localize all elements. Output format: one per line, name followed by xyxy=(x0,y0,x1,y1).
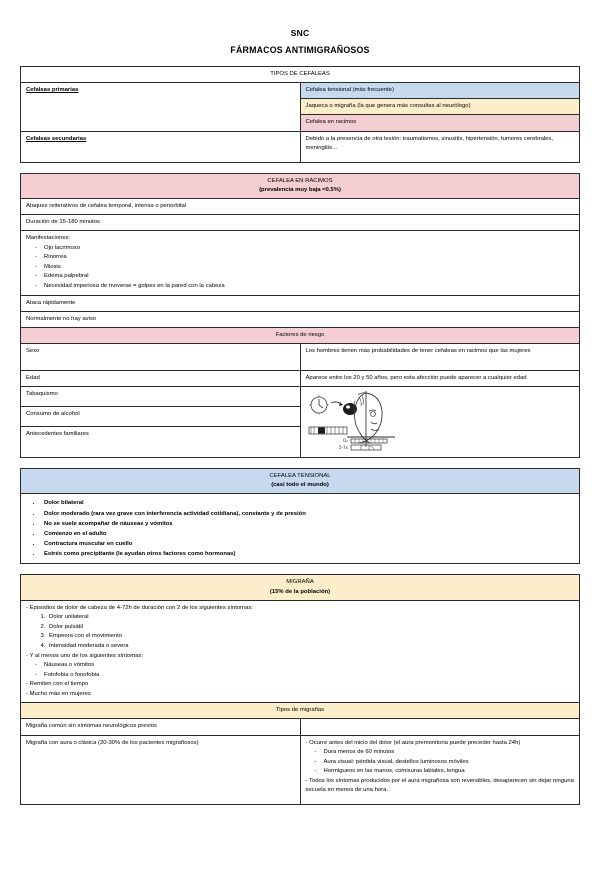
tipos-header: TIPOS DE CEFALEAS xyxy=(21,67,580,83)
table-migrana xyxy=(20,574,580,804)
table-row xyxy=(21,67,580,83)
cluster-row-duracion: Duración de 15-180 minutos xyxy=(21,214,580,230)
migraine-header-subtitle: (15% de la población) xyxy=(269,588,331,595)
cluster-headache-diagram-icon xyxy=(303,389,407,451)
table-row xyxy=(21,311,580,327)
table-row xyxy=(21,295,580,311)
secondary-headaches-label: Cefaleas secundarias xyxy=(21,131,301,162)
tension-header xyxy=(21,469,580,494)
table-row xyxy=(21,231,580,295)
tension-bullet-list xyxy=(26,498,574,559)
table-row xyxy=(21,83,580,99)
migraine-dashed-list xyxy=(26,661,574,680)
list-item: • Contractura muscular en cuello xyxy=(42,539,574,549)
cluster-header-subtitle: (prevalencia muy baja ≈0.5%) xyxy=(259,186,341,193)
migraine-numbered-list xyxy=(26,613,574,651)
manifestations-label: Manifestaciones: xyxy=(26,235,71,242)
list-item: - Miosis xyxy=(44,263,574,273)
risk-detail-sexo: Los hombres tienen más probabilidades de tener cefaleas en racimos que las mujeres xyxy=(300,343,580,370)
primary-item-migrana: Jaqueca o migraña (la que genera más consultas al neurólogo) xyxy=(300,99,580,115)
list-item: • Comienzo en el adulto xyxy=(42,529,574,539)
list-item: - Edema palpebral xyxy=(44,272,574,282)
migraine-tail-1: - Remiten con el tiempo xyxy=(26,680,574,690)
cluster-row-ataca: Ataca rápidamente xyxy=(21,295,580,311)
document-title-snc: SNC xyxy=(290,28,310,38)
table-row xyxy=(21,387,580,407)
tension-header-subtitle: (casi todo el mundo) xyxy=(271,482,329,489)
list-item: • Dolor moderado (rara vez grave con interferencia actividad cotidiana), constante y de presión xyxy=(42,509,574,519)
migraine-type-comun: Migraña común sin síntomas neurológicos previos xyxy=(21,719,301,735)
table-cefalea-tensional xyxy=(20,468,580,564)
tension-bullets-cell xyxy=(21,494,580,564)
table-row xyxy=(21,131,580,162)
document-title-main: FÁRMACOS ANTIMIGRAÑOSOS xyxy=(230,45,370,55)
primary-headaches-label: Cefaleas primarias xyxy=(21,83,301,131)
migraine-lead-1: - Episodios de dolor de cabeza de 4-72h de duración con 2 de los siguientes síntomas: xyxy=(26,604,574,614)
document-page xyxy=(0,28,600,876)
migraine-type-aura: Migraña con aura o clásica (20-30% de los pacientes migrañosos) xyxy=(21,735,301,804)
cluster-manifestations-cell xyxy=(21,231,580,295)
secondary-headaches-detail: Debido a la presencia de otra lesión: traumatismos, sinusitis, hipertensión, tumores cerebrales, meningitis… xyxy=(300,131,580,162)
table-row xyxy=(21,214,580,230)
svg-text:5-7x: 5-7x xyxy=(338,445,348,451)
list-item: - Fotofobia o fonofobia xyxy=(44,671,574,681)
table-row xyxy=(21,370,580,386)
cluster-row-ataques: Ataques reiterativos de cefalea temporal, intensa o periorbital xyxy=(21,198,580,214)
migraine-criteria-cell xyxy=(21,600,580,703)
list-item: • Estrés como precipitante (le ayudan otros factores como hormonas) xyxy=(42,549,574,559)
list-item: - Rinorrea xyxy=(44,253,574,263)
migraine-lead-2: - Y al menos uno de los siguientes síntomas: xyxy=(26,652,574,662)
migraine-type-aura-detail xyxy=(300,735,580,804)
risk-factors-header: Factores de riesgo xyxy=(21,327,580,343)
tension-header-title: CEFALEA TENSIONAL xyxy=(269,473,331,480)
table-row xyxy=(21,469,580,494)
cluster-header xyxy=(21,173,580,198)
manifestations-list xyxy=(26,244,574,292)
list-item: - Ojo lacrimoso xyxy=(44,244,574,254)
list-item: • Dolor bilateral xyxy=(42,498,574,508)
svg-text:O₂: O₂ xyxy=(342,438,348,444)
list-item: - Aura visual: pérdida visual, destellos luminosos móviles xyxy=(324,758,575,768)
primary-item-tensional: Cefalea tensional (más frecuente) xyxy=(300,83,580,99)
cluster-row-aviso: Normalmente no hay aviso xyxy=(21,311,580,327)
list-item: - Náuseas o vómitos xyxy=(44,661,574,671)
list-item: 3. Empeora con el movimiento xyxy=(47,632,574,642)
migraine-type-comun-detail xyxy=(300,719,580,735)
table-cefalea-en-racimos xyxy=(20,173,580,459)
table-row xyxy=(21,575,580,600)
risk-factor-sexo: Sexo xyxy=(21,343,301,370)
risk-factor-antecedentes: Antecedentes familiares xyxy=(21,427,301,458)
table-row xyxy=(21,600,580,703)
risk-detail-edad: Aparece entre los 20 y 50 años, pero esta afección puede aparecer a cualquier edad xyxy=(300,370,580,386)
migraine-types-header: Tipos de migrañas xyxy=(21,703,580,719)
aura-lead: - Ocurre antes del inicio del dolor (el aura premonitoria puede preceder hasta 24h) xyxy=(306,739,575,749)
risk-factor-tabaquismo: Tabaquismo xyxy=(21,387,301,407)
aura-list xyxy=(306,748,575,777)
list-item: - Dura menos de 60 minutos xyxy=(324,748,575,758)
migraine-header-title: MIGRAÑA xyxy=(286,579,314,586)
migraine-tail-2: - Mucho más en mujeres xyxy=(26,690,574,700)
risk-factor-alcohol: Consumo de alcohol xyxy=(21,407,301,427)
migraine-header xyxy=(21,575,580,600)
table-row xyxy=(21,198,580,214)
table-row xyxy=(21,719,580,735)
table-row xyxy=(21,327,580,343)
list-item: 2. Dolor pulsátil xyxy=(47,623,574,633)
list-item: - Necesidad imperiosa de moverse = golpes en la pared con la cabeza xyxy=(44,282,574,292)
table-row xyxy=(21,173,580,198)
list-item: - Hormigueos en las manos, comisuras labiales, lengua xyxy=(324,767,575,777)
table-row xyxy=(21,494,580,564)
cluster-header-title: CEFALEA EN RACIMOS xyxy=(267,177,333,184)
table-row xyxy=(21,703,580,719)
primary-item-racimos: Cefalea en racimos xyxy=(300,115,580,131)
table-row xyxy=(21,343,580,370)
table-tipos-de-cefaleas xyxy=(20,66,580,163)
cluster-illustration-cell xyxy=(300,387,580,458)
list-item: 4. Intensidad moderada o severa xyxy=(47,642,574,652)
aura-tail: - Todos los síntomas producidos por el aura migrañosa son reversibles, desaparecen sin dejar ninguna secuela en menos de una hora. xyxy=(306,777,575,796)
risk-factor-edad: Edad xyxy=(21,370,301,386)
list-item: • No se suele acompañar de náuseas y vómitos xyxy=(42,519,574,529)
table-row xyxy=(21,735,580,804)
list-item: 1. Dolor unilateral xyxy=(47,613,574,623)
